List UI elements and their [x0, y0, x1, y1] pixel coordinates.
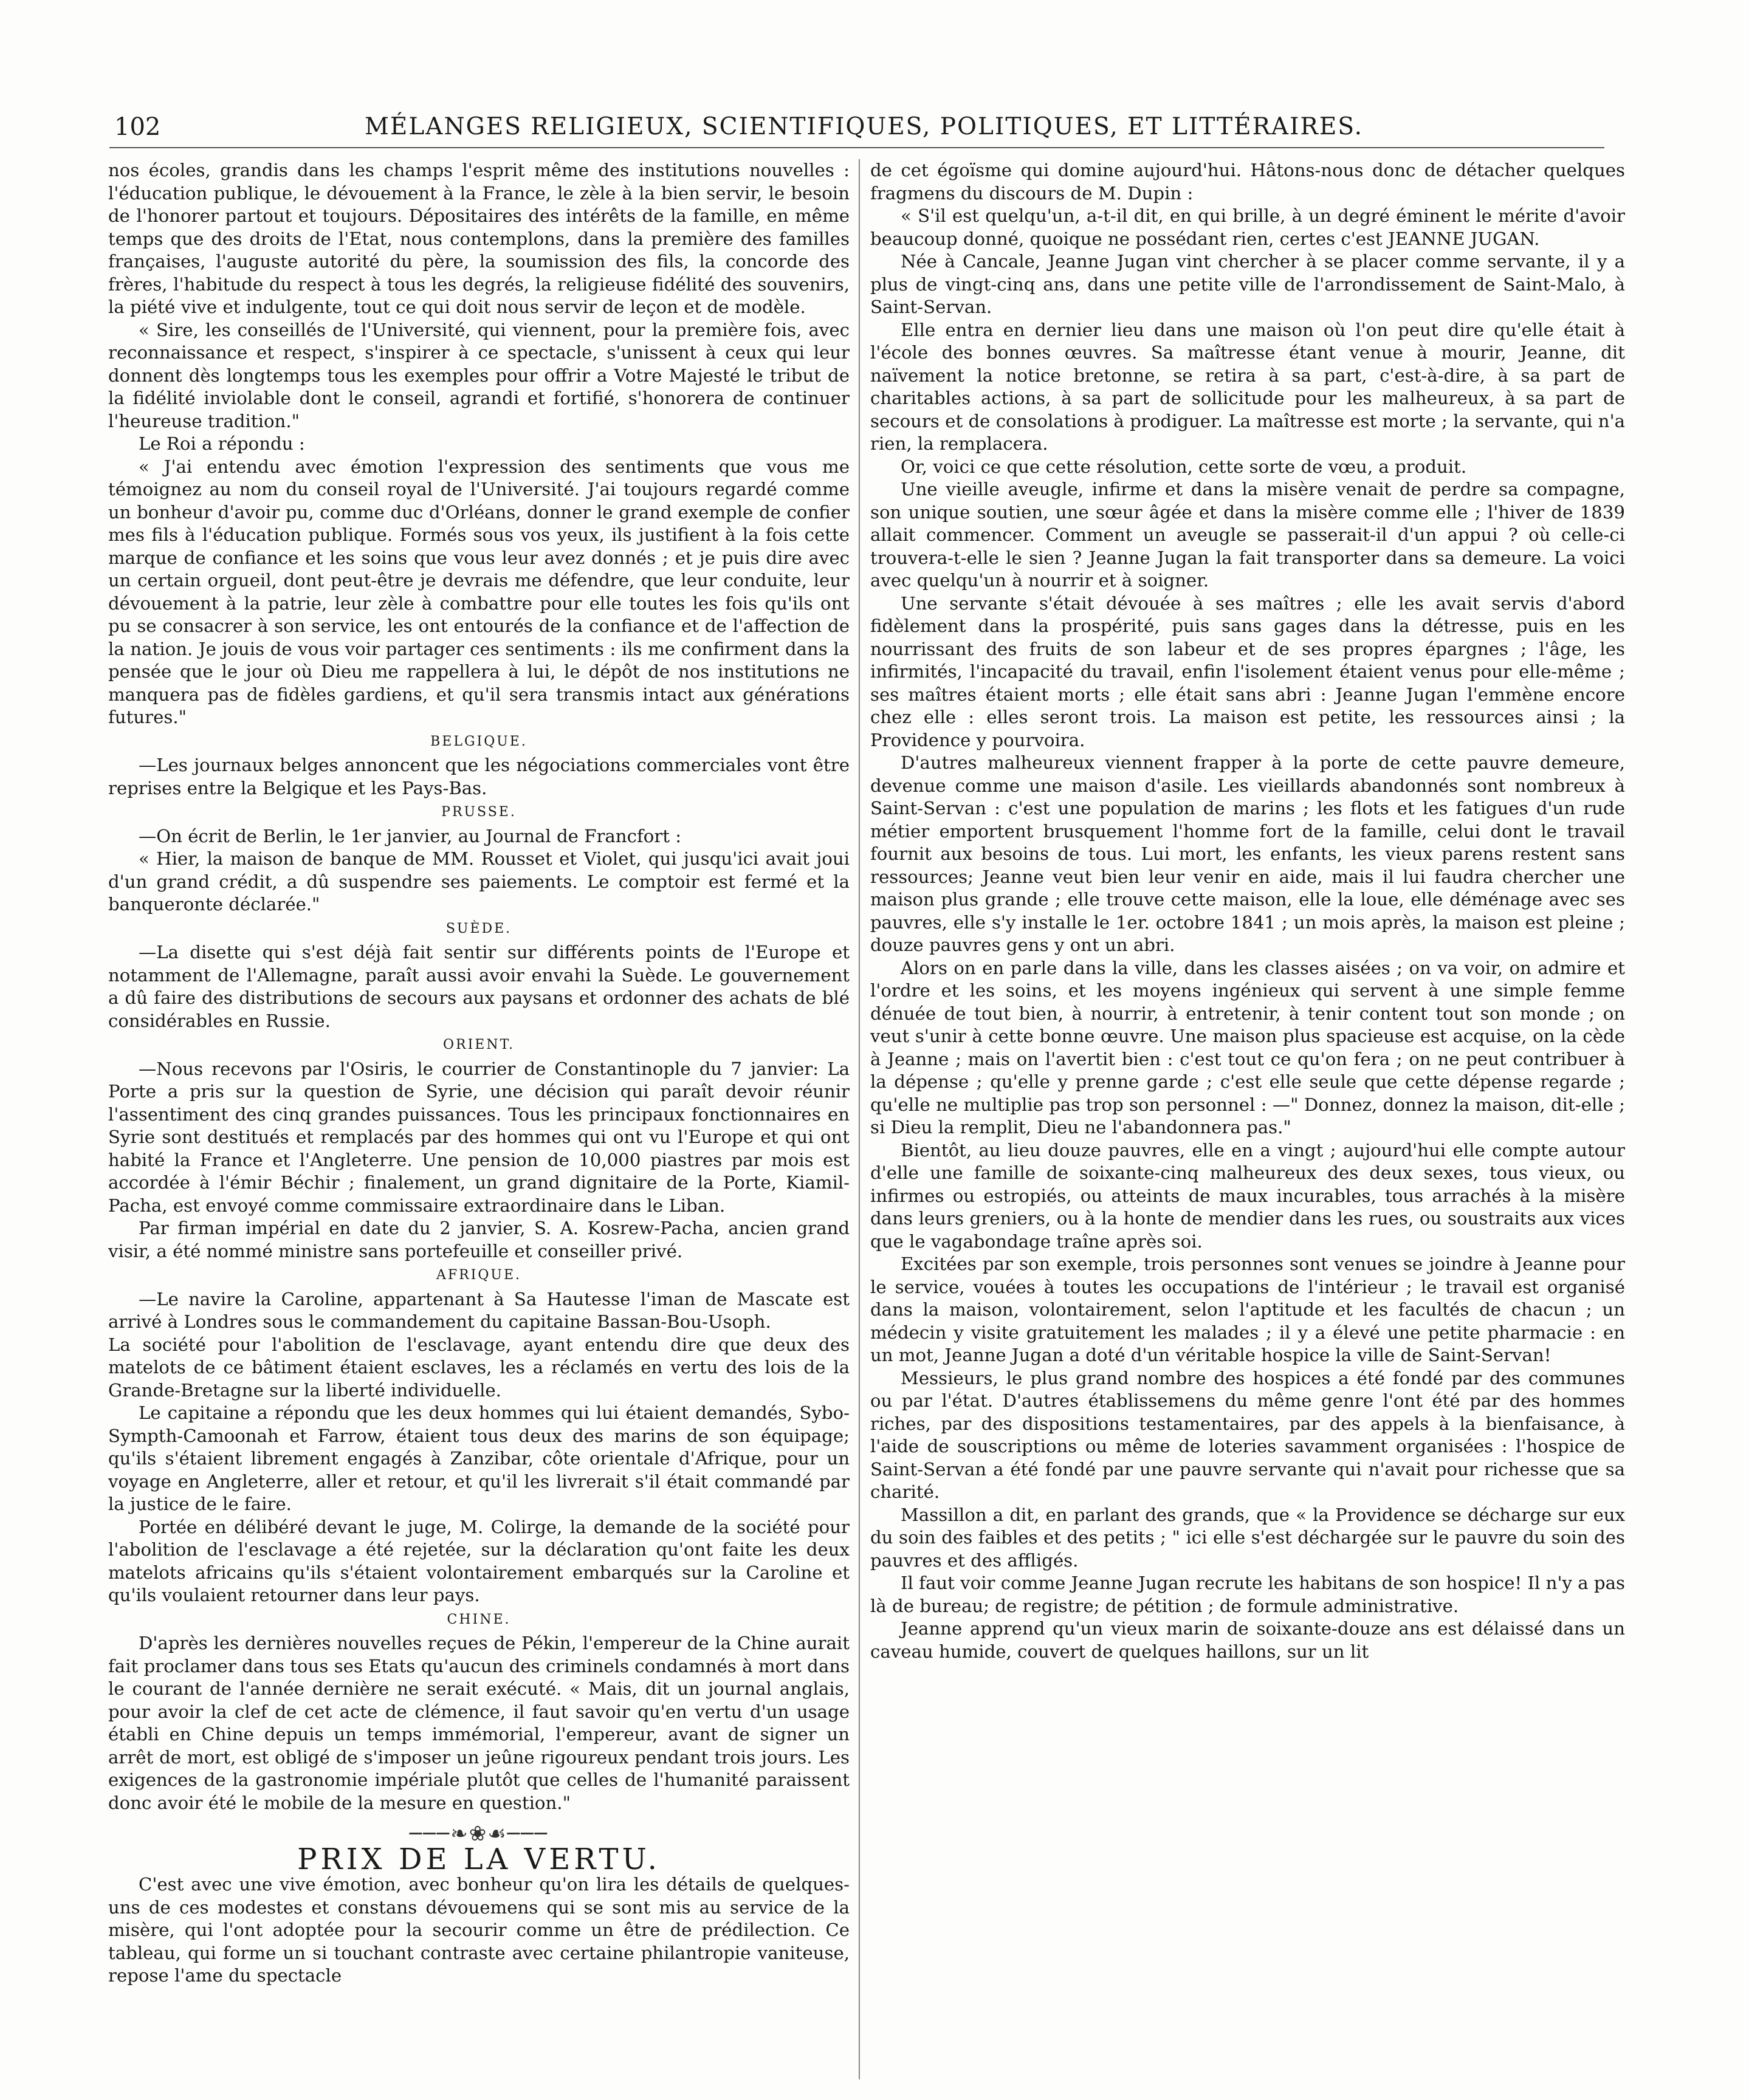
column-divider [859, 159, 860, 2079]
section-heading-orient: ORIENT. [442, 1037, 515, 1052]
page-number: 102 [114, 113, 161, 141]
section-heading-suede: SUÈDE. [445, 921, 512, 936]
paragraph: Le capitaine a répondu que les deux hommes qui lui étaient demandés, Sybo-Sympth-Camoonah et Farrow, étaient tous deux des marins de son équipage; qu'ils s'étaient librement engagés à Zanzibar, côte orientale d'Afrique, pour un voyage en Angleterre, aller et retour, et qu'il les livrerait s'il était commandé par la justice de le faire. [108, 1402, 850, 1514]
paragraph: —Nous recevons par l'Osiris, le courrier de Constantinople du 7 janvier: La Porte a pris sur la question de Syrie, une décision qui paraît devoir réunir l'assentiment des cinq grandes puissances. Tous les principaux fonctionnaires en Syrie sont destitués et remplacés par des hommes qui ont vu l'Europe et qui ont habité la France et l'Angleterre. Une pension de 10,000 piastres par mois est accordée à l'émir Béchir ; finalement, un grand dignitaire de la Porte, Kiamil-Pacha, est envoyé comme commissaire extraordinaire dans le Liban. [108, 1058, 850, 1216]
right-column [870, 159, 1625, 2079]
paragraph: Excitées par son exemple, trois personnes sont venues se joindre à Jeanne pour le service, vouées à toutes les occupations de l'intérieur ; le travail est organisé dans la maison, volontairement, selon l'aptitude et les facultés de chacun ; un médecin y visite gratuitement les malades ; il y a élevé une petite pharmacie : en un mot, Jeanne Jugan a doté d'un véritable hospice la ville de Saint-Servan! [870, 1254, 1625, 1365]
page-header [109, 102, 1604, 148]
paragraph: « Sire, les conseillés de l'Université, qui viennent, pour la première fois, avec reconnaissance et respect, s'inspirer à ce spectacle, s'unissent à ceux qui leur donnent dès longtemps tous les exemples pour offrir a Votre Majesté le tribut de la fidélité inviolable dont le conseil, agrandi et fortifié, s'honorera de continuer l'heureuse tradition." [108, 319, 850, 431]
paragraph: Jeanne apprend qu'un vieux marin de soixante-douze ans est délaissé dans un caveau humide, couvert de quelques haillons, sur un lit [870, 1618, 1625, 1662]
left-column [108, 159, 850, 2079]
paragraph: Née à Cancale, Jeanne Jugan vint chercher à se placer comme servante, il y a plus de vingt-cinq ans, dans une petite ville de l'arrondissement de Saint-Malo, à Saint-Servan. [870, 251, 1625, 317]
paragraph: de cet égoïsme qui domine aujourd'hui. Hâtons-nous donc de détacher quelques fragmens du discours de M. Dupin : [870, 160, 1625, 204]
paragraph: Massillon a dit, en parlant des grands, que « la Providence se décharge sur eux du soin des faibles et des petits ; " ici elle s'est déchargée sur le pauvre du soin des pauvres et des affligés. [870, 1504, 1625, 1571]
section-heading-chine: CHINE. [447, 1611, 511, 1627]
paragraph: « S'il est quelqu'un, a-t-il dit, en qui brille, à un degré éminent le mérite d'avoir beaucoup donné, quoique ne possédant rien, certes c'est JEANNE JUGAN. [870, 205, 1625, 249]
paragraph: Elle entra en dernier lieu dans une maison où l'on peut dire qu'elle était à l'école des bonnes œuvres. Sa maîtresse étant venue à mourir, Jeanne, dit naïvement la notice bretonne, se retira à sa part, c'est-à-dire, à sa part de charitables actions, à sa part de sollicitude pour les malheureux, à sa part de secours et de consolations à prodiguer. La maîtresse est morte ; la servante, qui n'a rien, la remplacera. [870, 319, 1625, 454]
paragraph: Par firman impérial en date du 2 janvier, S. A. Kosrew-Pacha, ancien grand visir, a été nommé ministre sans portefeuille et conseiller privé. [108, 1218, 850, 1261]
paragraph: Une servante s'était dévouée à ses maîtres ; elle les avait servis d'abord fidèlement dans la prospérité, puis sans gages dans la détresse, puis en les nourrissant des fruits de son labeur et de ses propres épargnes ; l'âge, les infirmités, l'incapacité du travail, enfin l'isolement étaient venus pour elle-même ; ses maîtres étaient morts ; elle était sans abri : Jeanne Jugan l'emmène encore chez elle : elles seront trois. La maison est petite, les ressources ainsi ; la Providence y pourvoira. [870, 592, 1625, 750]
paragraph: « J'ai entendu avec émotion l'expression des sentiments que vous me témoignez au nom du conseil royal de l'Université. J'ai toujours regardé comme un bonheur d'avoir pu, comme duc d'Orléans, donner le grand exemple de confier mes fils à l'éducation publique. Formés sous vos yeux, ils justifient à la fois cette marque de confiance et les soins que vous leur avez donnés ; et je puis dire avec un certain orgueil, dont peut-être je devrais me défendre, que leur conduite, leur dévouement à la patrie, leur zèle à combattre pour elle toutes les fois qu'ils ont pu se consacrer à son service, les ont entourés de la confiance et de l'affection de la nation. Je jouis de vous voir partager ces sentiments : ils me confirment dans la pensée que le jour où Dieu me rappellera à lui, le dépôt de nos institutions ne manquera pas de fidèles gardiens, et qu'il sera transmis intact aux générations futures." [108, 456, 850, 727]
feature-title: PRIX DE LA VERTU. [297, 1842, 661, 1876]
paragraph: —Le navire la Caroline, appartenant à Sa Hautesse l'iman de Mascate est arrivé à Londres sous le commandement du capitaine Bassan-Bou-Usoph. [108, 1288, 850, 1332]
paragraph: Le Roi a répondu : [139, 433, 305, 454]
paragraph: D'après les dernières nouvelles reçues de Pékin, l'empereur de la Chine aurait fait proclamer dans tous ses Etats qu'aucun des criminels condamnés à mort dans le courant de l'année dernière ne serait exécuté. « Mais, dit un journal anglais, pour avoir la clef de cet acte de clémence, il faut savoir qu'en vertu d'un usage établi en Chine depuis un temps immémorial, l'empereur, avant de signer un arrêt de mort, est obligé de s'imposer un jeûne rigoureux pendant trois jours. Les exigences de la gastronomie impériale plutôt que celles de l'humanité paraissent donc avoir été le mobile de la mesure en question." [108, 1633, 850, 1813]
paragraph: nos écoles, grandis dans les champs l'esprit même des institutions nouvelles : l'éducation publique, le dévouement à la France, le zèle à la bien servir, le besoin de l'honorer partout et toujours. Dépositaires des intérêts de la famille, en même temps que des droits de l'Etat, nous contemplons, dans la première des familles françaises, l'auguste autorité du père, la soumission des fils, la concorde des frères, l'habitude du respect à tous les degrés, la religieuse fidélité des souvenirs, la piété vive et indulgente, tout ce qui doit nous servir de leçon et de modèle. [108, 160, 850, 317]
section-heading-belgique: BELGIQUE. [430, 733, 527, 749]
paragraph: Bientôt, au lieu douze pauvres, elle en a vingt ; aujourd'hui elle compte autour d'elle une famille de soixante-cinq malheureux des deux sexes, tous vieux, ou infirmes ou estropiés, ou atteints de maux incurables, tous arrachés à la misère dans leurs greniers, ou à la honte de mendier dans les rues, ou soustraits aux vices que le vagabondage traîne après soi. [870, 1139, 1625, 1252]
paragraph: D'autres malheureux viennent frapper à la porte de cette pauvre demeure, devenue comme une maison d'asile. Les vieillards abandonnés sont nombreux à Saint-Servan : c'est une population de marins ; les flots et les fatigues d'un rude métier emportent brusquement l'homme fort de la famille, celui dont le travail fournit aux besoins de tous. Lui mort, les enfants, les vieux parens restent sans ressources; Jeanne veut bien leur venir en aide, mais il lui faudra chercher une maison plus grande ; elle trouve cette maison, elle la loue, elle déménage avec ses pauvres, elle s'y installe le 1er. octobre 1841 ; un mois après, la maison est pleine ; douze pauvres gens y ont un abri. [870, 752, 1625, 955]
paragraph: —On écrit de Berlin, le 1er janvier, au Journal de Francfort : [139, 825, 682, 846]
paragraph: —La disette qui s'est déjà fait sentir sur différents points de l'Europe et notamment de l'Allemagne, paraît aussi avoir envahi la Suède. Le gouvernement a dû faire des distributions de secours aux paysans et ordonner des achats de blé considérables en Russie. [108, 942, 850, 1031]
section-heading-afrique: AFRIQUE. [436, 1268, 522, 1283]
decorative-ornament-icon: ───❧❀☙─── [409, 1822, 549, 1846]
paragraph: « Hier, la maison de banque de MM. Rousset et Violet, qui jusqu'ici avait joui d'un grand crédit, a dû suspendre ses paiements. Le comptoir est fermé et la banqueronte déclarée." [108, 848, 850, 914]
running-title: MÉLANGES RELIGIEUX, SCIENTIFIQUES, POLITIQUES, ET LITTÉRAIRES. [365, 113, 1364, 140]
paragraph: Une vieille aveugle, infirme et dans la misère venait de perdre sa compagne, son unique soutien, une sœur âgée et dans la misère comme elle ; l'hiver de 1839 allait commencer. Comment un aveugle se passerait-il d'un appui ? où celle-ci trouvera-t-elle le sien ? Jeanne Jugan la fait transporter dans sa demeure. La voici avec quelqu'un à nourrir et à soigner. [870, 479, 1625, 591]
paragraph: C'est avec une vive émotion, avec bonheur qu'on lira les détails de quelques-uns de ces modestes et constans dévouemens qui se sont mis au service de la misère, qui l'ont adoptée pour la secourir comme un être de prédilection. Ce tableau, qui forme un si touchant contraste avec certaine philantropie vaniteuse, repose l'ame du spectacle [108, 1874, 850, 1986]
paragraph: Messieurs, le plus grand nombre des hospices a été fondé par des communes ou par l'état. D'autres établissemens du même genre l'ont été par des hommes riches, par des dispositions testamentaires, par des appels à la bienfaisance, à l'aide de souscriptions ou même de loteries savamment organisées : l'hospice de Saint-Servan a été fondé par une pauvre servante qui n'avait pour richesse que sa charité. [870, 1367, 1625, 1502]
paragraph: Or, voici ce que cette résolution, cette sorte de vœu, a produit. [901, 456, 1467, 477]
section-heading-prusse: PRUSSE. [441, 805, 517, 820]
paragraph: La société pour l'abolition de l'esclavage, ayant entendu dire que deux des matelots de ce bâtiment étaient esclaves, les a réclamés en vertu des lois de la Grande-Bretagne sur la liberté individuelle. [108, 1334, 850, 1401]
paragraph: Il faut voir comme Jeanne Jugan recrute les habitans de son hospice! Il n'y a pas là de bureau; de registre; de pétition ; de formule administrative. [870, 1573, 1625, 1616]
paragraph: Portée en délibéré devant le juge, M. Colirge, la demande de la société pour l'abolition de l'esclavage a été rejetée, sur la déclaration qu'ont faite les deux matelots africains qu'ils s'étaient volontairement embarqués sur la Caroline et qu'ils voulaient retourner dans leur pays. [108, 1516, 850, 1605]
paragraph: Alors on en parle dans la ville, dans les classes aisées ; on va voir, on admire et l'ordre et les soins, et les moyens ingénieux qui servent à une simple femme dénuée de tout bien, à nourrir, à entretenir, à tenir content tout son monde ; on veut s'unir à cette bonne œuvre. Une maison plus spacieuse est acquise, on la cède à Jeanne ; mais on l'avertit bien : c'est tout ce qu'on fera ; on ne peut contribuer à la dépense ; qu'elle y prenne garde ; c'est elle seule que cette dépense regarde ; qu'elle ne multiplie pas trop son personnel : —" Donnez, donnez la maison, dit-elle ; si Dieu la remplit, Dieu ne l'abandonnera pas." [870, 957, 1625, 1138]
paragraph: —Les journaux belges annoncent que les négociations commerciales vont être reprises entre la Belgique et les Pays-Bas. [108, 755, 850, 798]
